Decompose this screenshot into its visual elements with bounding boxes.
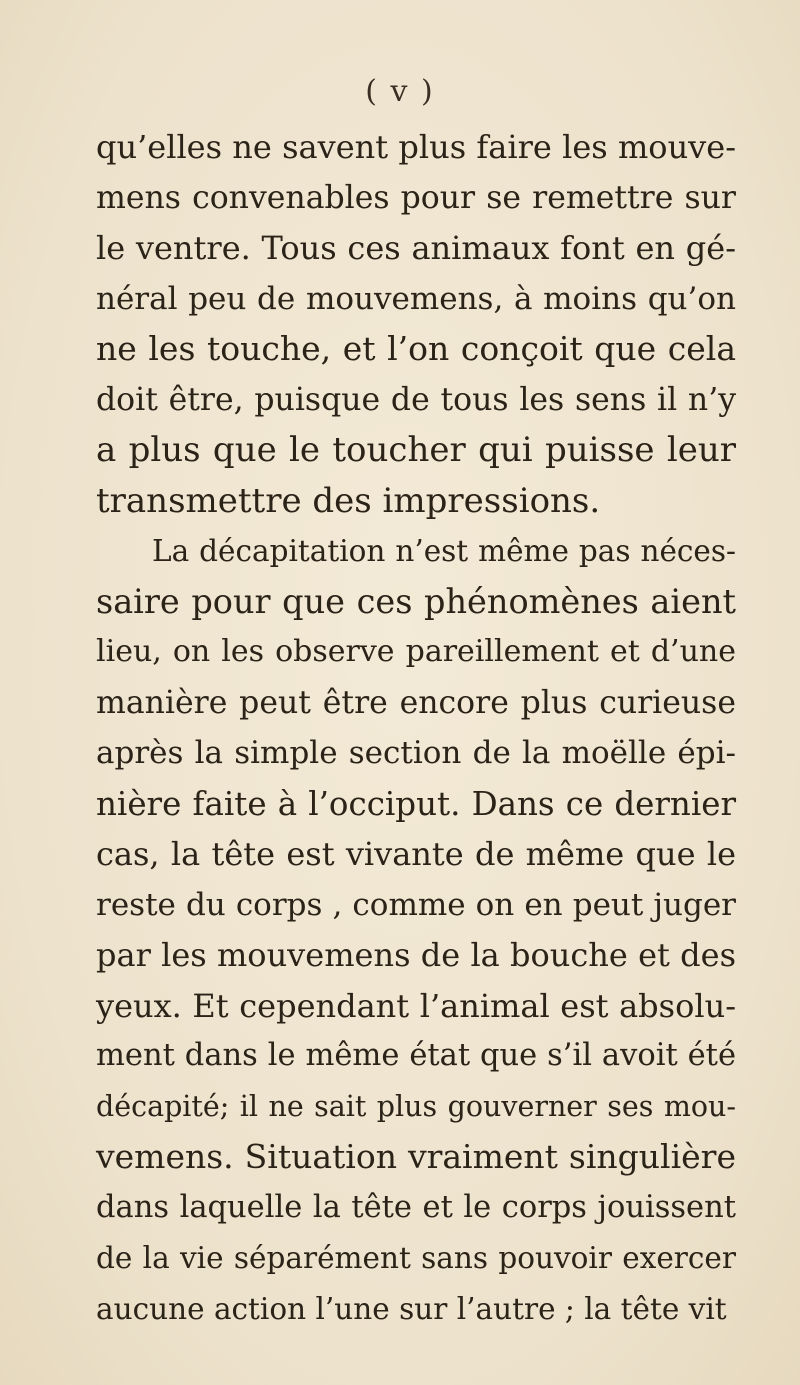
text-line: mens convenables pour se remettre sur <box>96 179 736 216</box>
text-line: le ventre. Tous ces animaux font en gé- <box>96 229 736 267</box>
text-line: manière peut être encore plus curieuse <box>96 684 736 721</box>
text-line: par les mouvemens de la bouche et des <box>96 936 736 974</box>
text-line: yeux. Et cependant l’animal est absolu- <box>96 986 736 1025</box>
text-line: ment dans le même état que s’il avoit été <box>96 1038 736 1073</box>
text-line: qu’elles ne savent plus faire les mouve- <box>96 128 736 166</box>
text-line: néral peu de mouvemens, à moins qu’on <box>96 280 736 317</box>
body-text <box>96 122 736 1334</box>
text-line: reste du corps , comme on en peut juger <box>96 886 736 923</box>
text-line: a plus que le toucher qui puisse leur <box>96 430 736 470</box>
text-line: de la vie séparément sans pouvoir exercer <box>96 1241 736 1275</box>
text-line: après la simple section de la moëlle épi- <box>96 735 736 771</box>
text-line: saire pour que ces phénomènes aient <box>96 581 736 621</box>
text-line: décapité; il ne sait plus gouverner ses mou- <box>96 1089 736 1123</box>
page-number: ( v ) <box>365 74 435 109</box>
text-line: cas, la tête est vivante de même que le <box>96 835 736 873</box>
text-line: nière faite à l’occiput. Dans ce dernier <box>96 784 736 823</box>
text-line: ne les touche, et l’on conçoit que cela <box>96 329 736 368</box>
text-line: vemens. Situation vraiment singulière <box>96 1137 736 1176</box>
text-line: doit être, puisque de tous les sens il n’y <box>96 381 736 418</box>
text-line: aucune action l’une sur l’autre ; la tête vit <box>96 1291 727 1326</box>
text-line: transmettre des impressions. <box>96 480 601 521</box>
text-line: lieu, on les observe pareillement et d’une <box>96 634 736 669</box>
text-line: La décapitation n’est même pas néces- <box>152 534 736 568</box>
text-line: dans laquelle la tête et le corps jouissent <box>96 1189 736 1225</box>
